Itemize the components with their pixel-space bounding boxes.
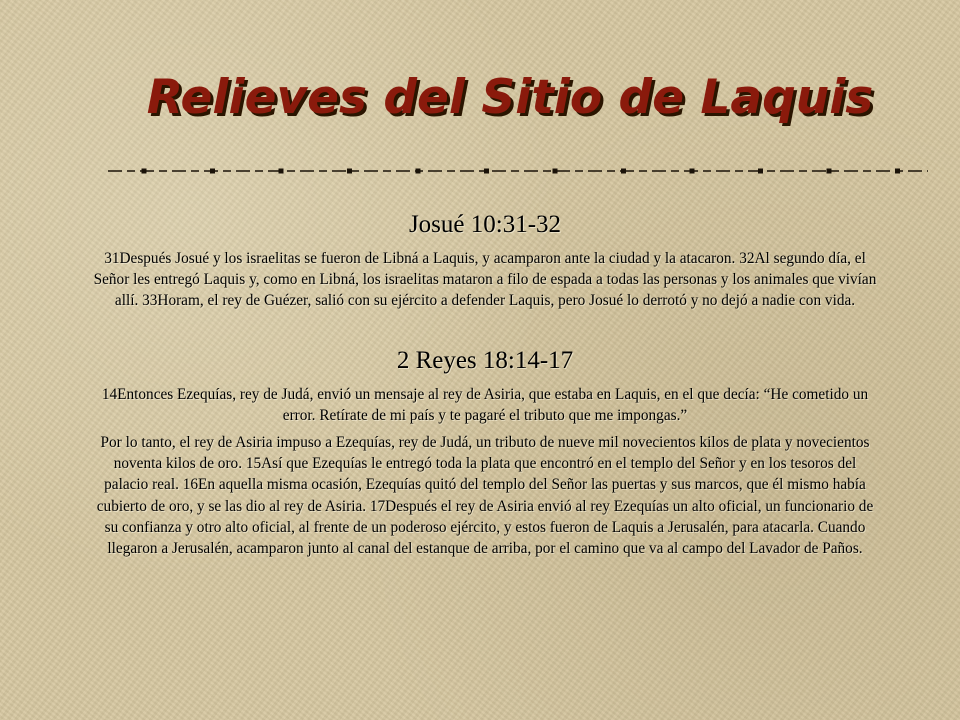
scripture-reference: 2 Reyes 18:14-17 bbox=[396, 346, 574, 374]
divider-dot bbox=[690, 169, 695, 174]
divider-dot bbox=[142, 169, 147, 174]
divider-dot bbox=[416, 169, 421, 174]
divider-dot bbox=[484, 169, 489, 174]
slide-body bbox=[90, 210, 880, 565]
divider-dot bbox=[895, 169, 900, 174]
divider-dot bbox=[553, 169, 558, 174]
scripture-passage: Por lo tanto, el rey de Asiria impuso a Ezequías, rey de Judá, un tributo de nueve mil novecientos kilos de plata y novecientos noventa kilos de oro. 15Así que Ezequías le entregó toda la plata que encontró en el templo del Señor y en los tesoros del palacio real. 16En aquella misma ocasión, Ezequías quitó del templo del Señor las puertas y sus marcos, que él mismo había cubierto de oro, y se las dio al rey de Asiria. 17Después el rey de Asiria envió al rey Ezequías un alto oficial, un funcionario de su confianza y otro alto oficial, al frente de un poderoso ejército, y estos fueron de Laquis a Jerusalén, para atacarla. Cuando llegaron a Jerusalén, acamparon junto al canal del estanque de arriba, por el camino que va al campo del Lavador de Paños. bbox=[96, 434, 874, 558]
scripture-passage: 31Después Josué y los israelitas se fueron de Libná a Laquis, y acamparon ante la ciudad y la atacaron. 32Al segundo día, el Señor les entregó Laquis y, como en Libná, los israelitas mataron a filo de espada a todas las personas y los animales que vivían allí. 33Horam, el rey de Guézer, salió con su ejército a defender Laquis, pero Josué lo derrotó y no dejó a nadie con vida. bbox=[93, 250, 877, 310]
scripture-section-kings bbox=[90, 346, 880, 560]
scripture-reference: Josué 10:31-32 bbox=[408, 211, 562, 238]
divider-dot bbox=[210, 169, 215, 174]
slide-title: Relieves del Sitio de Laquis bbox=[146, 70, 874, 125]
divider-dot bbox=[758, 169, 763, 174]
decorative-divider bbox=[108, 164, 928, 178]
scripture-section-joshua bbox=[90, 210, 880, 312]
divider-dot bbox=[621, 169, 626, 174]
divider-dot bbox=[827, 169, 832, 174]
divider-dot bbox=[279, 169, 284, 174]
scripture-passage: 14Entonces Ezequías, rey de Judá, envió un mensaje al rey de Asiria, que estaba en Laquis, en el que decía: “He cometido un error. Retírate de mi país y te pagaré el tributo que me impongas.” bbox=[101, 385, 869, 424]
divider-dot bbox=[347, 169, 352, 174]
